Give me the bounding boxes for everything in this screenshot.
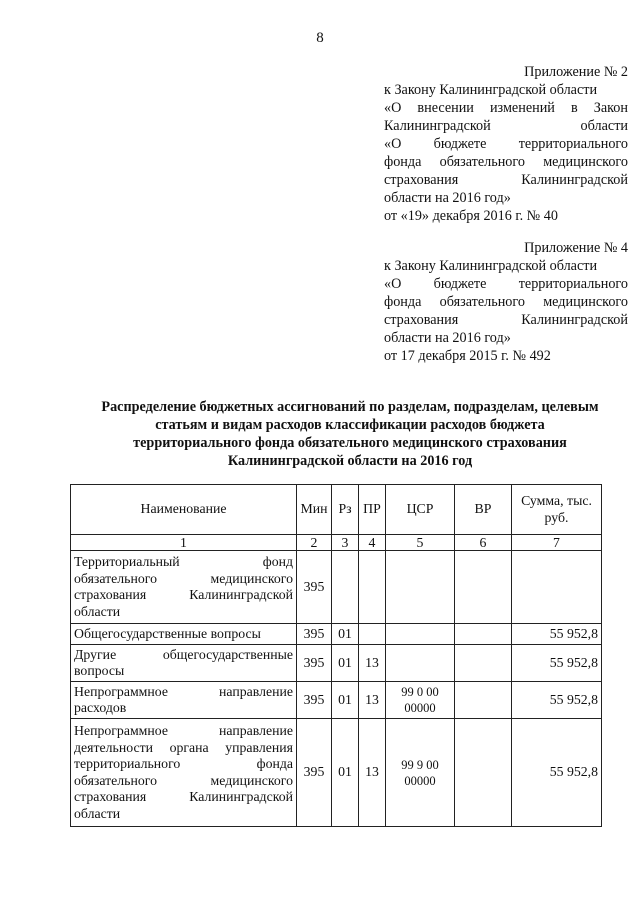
table-row [71,719,602,827]
page-number: 8 [316,30,324,46]
column-number: 6 [455,535,512,551]
row-vr [455,624,512,645]
title-line: статьям и видам расходов классификации расходов бюджета [155,417,545,433]
header-sum: Сумма, тыс. руб. [512,485,602,535]
column-number: 2 [297,535,332,551]
appendix-line: «О бюджете территориального [384,276,628,292]
row-vr [455,719,512,827]
row-min: 395 [297,682,332,719]
row-name: Другие общегосударственные вопросы [71,645,297,682]
header-csr: ЦСР [386,485,455,535]
appendix-line: Калининградской области [384,118,628,134]
appendix-line: к Закону Калининградской области [384,82,598,98]
title-line: Распределение бюджетных ассигнований по разделам, подразделам, целевым [101,399,599,415]
row-csr [386,551,455,624]
row-sum: 55 952,8 [512,645,602,682]
header-vr: ВР [455,485,512,535]
column-number: 1 [71,535,297,551]
row-vr [455,645,512,682]
row-pr: 13 [359,682,386,719]
appendix-line: от 17 декабря 2015 г. № 492 [384,348,551,364]
appendix-line: «О внесении изменений в Закон [384,100,628,116]
appendix-line: страхования Калининградской [384,172,628,188]
row-name: Территориальный фонд обязательного медицинского страхования Калининградской области [71,551,297,624]
title-line: Калининградской области на 2016 год [227,453,473,469]
column-number: 7 [512,535,602,551]
header-name: Наименование [71,485,297,535]
table-row [71,624,602,645]
appendix-2-header [384,63,628,225]
column-number: 4 [359,535,386,551]
row-name: Непрограммное направление деятельности органа управления территориального фонда обязательного медицинского страхования Калининградской области [71,719,297,827]
appendix-line: к Закону Калининградской области [384,258,598,274]
row-rz: 01 [332,682,359,719]
table-header-row [71,485,602,535]
appendix-line: Приложение № 2 [524,64,628,80]
appendix-line: от «19» декабря 2016 г. № 40 [384,208,558,224]
row-min: 395 [297,551,332,624]
row-rz: 01 [332,719,359,827]
appendix-line: фонда обязательного медицинского [384,154,628,170]
row-pr: 13 [359,719,386,827]
row-min: 395 [297,719,332,827]
row-rz [332,551,359,624]
row-name: Общегосударственные вопросы [71,624,297,645]
appendix-line: области на 2016 год» [384,190,511,206]
row-min: 395 [297,645,332,682]
column-number: 3 [332,535,359,551]
row-rz: 01 [332,645,359,682]
row-sum: 55 952,8 [512,719,602,827]
appendix-line: страхования Калининградской [384,312,628,328]
header-pr: ПР [359,485,386,535]
column-number: 5 [386,535,455,551]
document-title [60,398,640,470]
row-vr [455,682,512,719]
header-min: Мин [297,485,332,535]
appendix-line: Приложение № 4 [524,240,628,256]
row-vr [455,551,512,624]
row-pr [359,551,386,624]
title-line: территориального фонда обязательного медицинского страхования [133,435,567,451]
budget-allocation-table [70,484,602,827]
row-name: Непрограммное направление расходов [71,682,297,719]
row-pr: 13 [359,645,386,682]
appendix-line: «О бюджете территориального [384,136,628,152]
row-csr [386,624,455,645]
row-sum: 55 952,8 [512,682,602,719]
row-rz: 01 [332,624,359,645]
row-csr: 99 9 00 00000 [386,719,455,827]
appendix-4-header [384,239,628,365]
row-min: 395 [297,624,332,645]
table-row [71,682,602,719]
header-rz: Рз [332,485,359,535]
row-sum [512,551,602,624]
row-sum: 55 952,8 [512,624,602,645]
table-row [71,551,602,624]
appendix-line: области на 2016 год» [384,330,511,346]
table-row [71,645,602,682]
appendix-line: фонда обязательного медицинского [384,294,628,310]
row-csr: 99 0 00 00000 [386,682,455,719]
row-pr [359,624,386,645]
column-number-row [71,535,602,551]
row-csr [386,645,455,682]
